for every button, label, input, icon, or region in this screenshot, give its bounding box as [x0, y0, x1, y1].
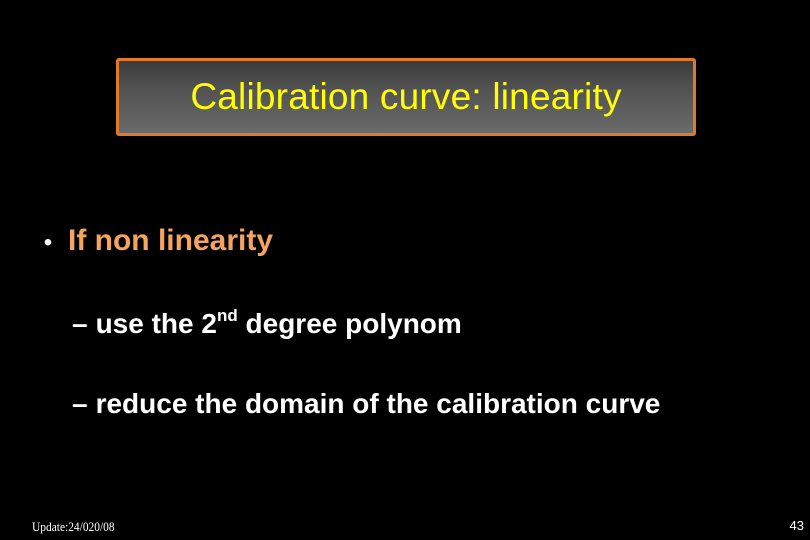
sub-item-domain: [72, 388, 660, 420]
footer-update-date: Update:24/020/08: [32, 519, 115, 534]
superscript: nd: [216, 305, 238, 325]
sub-item-polynom: [72, 305, 462, 340]
page-number: 43: [789, 518, 804, 533]
bullet-marker: •: [43, 229, 53, 256]
sub-item-text: [95, 305, 462, 340]
title-box: [116, 58, 696, 136]
sub-item-dash: –: [72, 308, 88, 339]
sub-item-text: reduce the domain of the calibration curve: [95, 388, 661, 419]
sub-item-dash: –: [72, 388, 88, 419]
sub-item-text-after: degree polynom: [237, 308, 462, 339]
sub-item-text-before: use the 2: [95, 308, 217, 339]
bullet-item: [28, 224, 273, 258]
bullet-text: If non linearity: [68, 224, 274, 257]
slide-title: Calibration curve: linearity: [190, 76, 622, 117]
